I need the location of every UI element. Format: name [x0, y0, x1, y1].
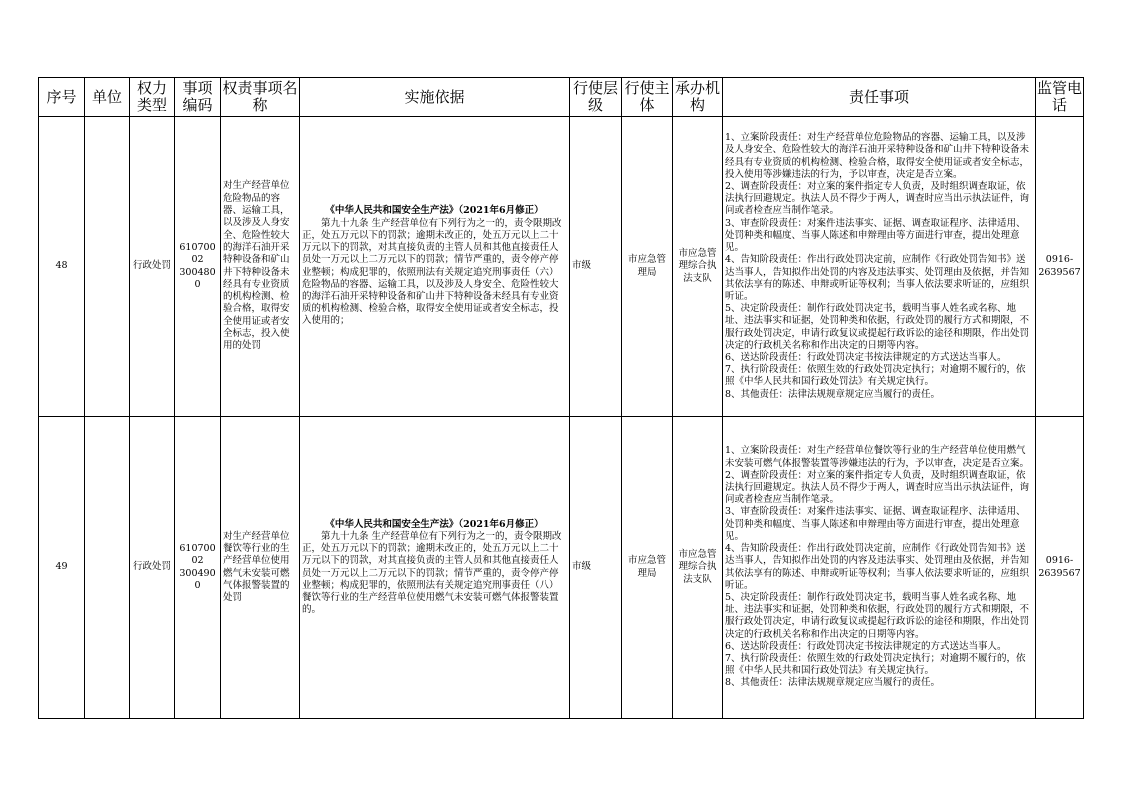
level-cell: 市级 — [570, 417, 622, 719]
phone-line: 2639567 — [1038, 567, 1081, 579]
header-unit: 单位 — [85, 78, 130, 117]
code-line: 61070002 — [179, 242, 216, 266]
agency-cell: 市应急管理综合执法支队 — [673, 117, 723, 417]
basis-cell — [300, 117, 570, 417]
header-row — [39, 78, 1084, 117]
responsibility-item: 5、决定阶段责任：制作行政处罚决定书，载明当事人姓名或名称、地址、违法事实和证据，处罚种类和依据，行政处罚的履行方式和期限，不服行政处罚决定，申请行政复议或提起行政诉讼的途径和期限，作出处罚决定的行政机关名称和作出决定的日期等内容。 — [725, 303, 1030, 351]
phone-cell — [1036, 117, 1084, 417]
code-cell — [175, 117, 221, 417]
basis-article: 第九十九条 生产经营单位有下列行为之一的，责令限期改正，处五万元以下的罚款；逾期未改正的，处五万元以上二十万元以下的罚款，对其直接负责的主管人员和其他直接责任人员处一万元以上二万元以下的罚款；情节严重的，责令停产停业整顿；构成犯罪的，依照刑法有关规定追究刑事责任（六）危险物品的容器、运输工具，以及涉及人身安全、危险性较大的海洋石油开采特种设备和矿山井下特种设备未经具有专业资质的机构检测、检验合格，取得安全使用证或者安全标志，投入使用的； — [302, 217, 562, 327]
seq-cell: 49 — [39, 417, 85, 719]
responsibility-item: 5、决定阶段责任：制作行政处罚决定书，载明当事人姓名或名称、地址、违法事实和证据，处罚种类和依据，行政处罚的履行方式和期限，不服行政处罚决定，申请行政复议或提起行政诉讼的途径和期限，作出处罚决定的行政机关名称和作出决定的日期等内容。 — [725, 591, 1030, 640]
subject-cell: 市应急管理局 — [622, 117, 673, 417]
responsibility-item: 3、审查阶段责任：对案件违法事实、证据、调查取证程序、法律适用、处罚种类和幅度、当事人陈述和申辩理由等方面进行审查，提出处理意见。 — [725, 506, 1026, 542]
responsibility-item: 7、执行阶段责任：依照生效的行政处罚决定执行；对逾期不履行的，依照《中华人民共和国行政处罚法》有关规定执行。 — [725, 652, 1026, 677]
name-cell: 对生产经营单位餐饮等行业的生产经营单位使用燃气未安装可燃气体报警装置的处罚 — [221, 417, 300, 719]
basis-cell — [300, 417, 570, 719]
header-power-type: 权力类型 — [130, 78, 175, 117]
code-line: 61070002 — [179, 543, 216, 567]
responsibility-item: 8、其他责任：法律法规规章规定应当履行的责任。 — [725, 677, 941, 689]
unit-cell — [85, 117, 130, 417]
agency-cell: 市应急管理综合执法支队 — [673, 417, 723, 719]
phone-cell — [1036, 417, 1084, 719]
code-cell — [175, 417, 221, 719]
responsibility-item: 1、立案阶段责任：对生产经营单位危险物品的容器、运输工具，以及涉及人身安全、危险性较大的海洋石油开采特种设备和矿山井下特种设备未经具有专业资质的机构检测、检验合格，取得安全使用证或者安全标志，投入使用等涉嫌违法的行为，予以审查，决定是否立案。 — [725, 132, 1030, 180]
responsibility-item: 2、调查阶段责任：对立案的案件指定专人负责，及时组织调查取证，依法执行回避规定。执法人员不得少于两人，调查时应当出示执法证件，询问或者检查应当制作笔录。 — [725, 469, 1030, 506]
header-code: 事项编码 — [175, 78, 221, 117]
responsibility-item: 2、调查阶段责任：对立案的案件指定专人负责，及时组织调查取证，依法执行回避规定。执法人员不得少于两人，调查时应当出示执法证件，询问或者检查应当制作笔录。 — [725, 181, 1030, 217]
responsibility-cell — [723, 417, 1036, 719]
responsibility-item: 6、送达阶段责任：行政处罚决定书按法律规定的方式送达当事人。 — [725, 640, 1007, 652]
subject-cell: 市应急管理局 — [622, 417, 673, 719]
header-subject: 行使主体 — [622, 78, 673, 117]
power-type-cell: 行政处罚 — [130, 417, 175, 719]
responsibility-table — [38, 77, 1084, 719]
responsibility-item: 7、执行阶段责任：依照生效的行政处罚决定执行；对逾期不履行的，依照《中华人民共和国行政处罚法》有关规定执行。 — [725, 364, 1026, 388]
header-level: 行使层级 — [570, 78, 622, 117]
responsibility-item: 8、其他责任：法律法规规章规定应当履行的责任。 — [725, 388, 941, 400]
responsibility-item: 6、送达阶段责任：行政处罚决定书按法律规定的方式送达当事人。 — [725, 351, 1007, 363]
header-agency: 承办机构 — [673, 78, 723, 117]
header-basis: 实施依据 — [300, 78, 570, 117]
header-phone: 监管电话 — [1036, 78, 1084, 117]
table-row — [39, 417, 1084, 719]
unit-cell — [85, 417, 130, 719]
responsibility-cell — [723, 117, 1036, 417]
code-line: 3004800 — [179, 266, 216, 290]
power-type-cell: 行政处罚 — [130, 117, 175, 417]
level-cell: 市级 — [570, 117, 622, 417]
basis-article: 第九十九条 生产经营单位有下列行为之一的，责令限期改正，处五万元以下的罚款；逾期未改正的，处五万元以上二十万元以下的罚款，对其直接负责的主管人员和其他直接责任人员处一万元以上二万元以下的罚款；情节严重的，责令停产停业整顿；构成犯罪的，依照刑法有关规定追究刑事责任（八）餐饮等行业的生产经营单位使用燃气未安装可燃气体报警装置的。 — [302, 530, 562, 616]
header-name: 权责事项名称 — [221, 78, 300, 117]
phone-line: 0916- — [1045, 555, 1074, 567]
basis-law: 《中华人民共和国安全生产法》（2021年6月修正） — [325, 205, 544, 217]
phone-line: 2639567 — [1038, 266, 1081, 278]
header-responsibility: 责任事项 — [723, 78, 1036, 117]
header-seq: 序号 — [39, 78, 85, 117]
seq-cell: 48 — [39, 117, 85, 417]
table-row — [39, 117, 1084, 417]
phone-line: 0916- — [1045, 254, 1074, 266]
responsibility-item: 1、立案阶段责任：对生产经营单位餐饮等行业的生产经营单位使用燃气未安装可燃气体报警装置等涉嫌违法的行为，予以审查，决定是否立案。 — [725, 445, 1030, 469]
responsibility-item: 4、告知阶段责任：作出行政处罚决定前，应制作《行政处罚告知书》送达当事人，告知拟作出处罚的内容及违法事实、处罚理由及依据，并告知其依法享有的陈述、申辩或听证等权利；当事人依法要求听证的，应组织听证。 — [725, 543, 1030, 591]
responsibility-item: 3、审查阶段责任：对案件违法事实、证据、调查取证程序、法律适用、处罚种类和幅度、当事人陈述和申辩理由等方面进行审查，提出处理意见。 — [725, 217, 1026, 254]
responsibility-item: 4、告知阶段责任：作出行政处罚决定前，应制作《行政处罚告知书》送达当事人，告知拟作出处罚的内容及违法事实、处罚理由及依据，并告知其依法享有的陈述、申辩或听证等权利；当事人依法要求听证的，应组织听证。 — [725, 254, 1030, 302]
name-cell: 对生产经营单位危险物品的容器、运输工具，以及涉及人身安全、危险性较大的海洋石油开采特种设备和矿山井下特种设备未经具有专业资质的机构检测、检验合格，取得安全使用证或者安全标志，投入使用的处罚 — [221, 117, 300, 417]
code-line: 3004900 — [179, 567, 216, 591]
basis-law: 《中华人民共和国安全生产法》（2021年6月修正） — [325, 518, 544, 530]
